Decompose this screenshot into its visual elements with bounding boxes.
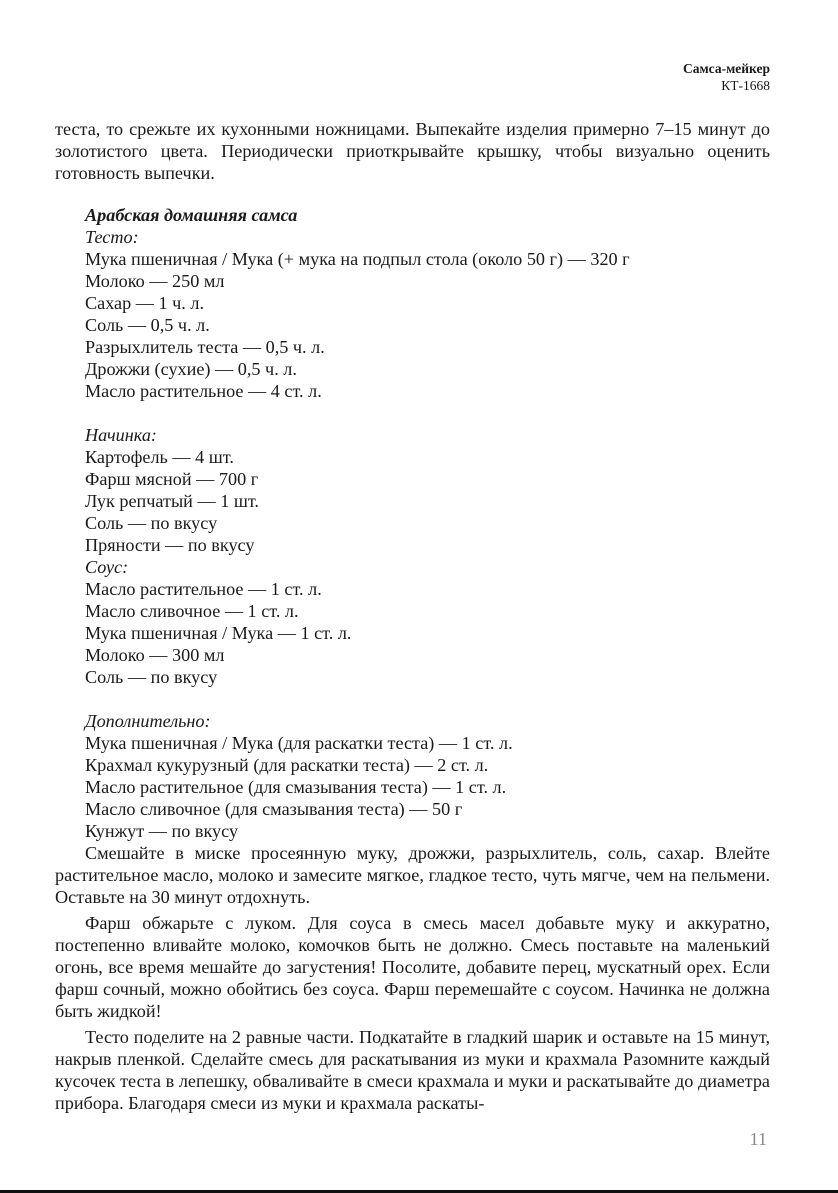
- page-header: [683, 60, 770, 94]
- section-label: Начинка:: [85, 425, 157, 445]
- page-number: 11: [749, 1129, 767, 1149]
- ingredient-item: Дрожжи (сухие) — 0,5 ч. л.: [85, 359, 297, 379]
- section-label: Дополнительно:: [85, 711, 211, 731]
- ingredient-list: [85, 446, 770, 556]
- recipe: [85, 204, 770, 842]
- ingredient-item: Мука пшеничная / Мука — 1 ст. л.: [85, 623, 352, 643]
- ingredient-item: Масло растительное (для смазывания теста) — 1 ст. л.: [85, 777, 507, 797]
- ingredient-item: Пряности — по вкусу: [85, 535, 255, 555]
- ingredient-item: Соль — 0,5 ч. л.: [85, 315, 210, 335]
- instruction-paragraph: Смешайте в миске просеянную муку, дрожжи, разрыхлитель, соль, сахар. Влейте растительное масло, молоко и замесите мягкое, гладкое тесто, чуть мягче, чем на пельмени. Оставьте на 30 минут отдохнуть.: [55, 843, 770, 907]
- section-filling: [85, 424, 770, 556]
- page-content: [55, 118, 770, 1114]
- ingredient-item: Разрыхлитель теста — 0,5 ч. л.: [85, 337, 325, 357]
- instruction-paragraph: Фарш обжарьте с луком. Для соуса в смесь масел добавьте муку и аккуратно, постепенно вливайте молоко, комочков быть не должно. Смесь поставьте на маленький огонь, все время мешайте до загустения! Посолите, добавите перец, мускатный орех. Если фарш сочный, можно обойтись без соуса. Фарш перемешайте с соусом. Начинка не должна быть жидкой!: [55, 913, 770, 1021]
- instruction-paragraph: Тесто поделите на 2 равные части. Подкатайте в гладкий шарик и оставьте на 15 минут, накрыв пленкой. Сделайте смесь для раскатывания из муки и крахмала Разомните каждый кусочек теста в лепешку, обваливайте в смеси крахмала и муки и раскатывайте до диаметра прибора. Благодаря смеси из муки и крахмала раскаты-: [55, 1027, 770, 1113]
- ingredient-item: Мука пшеничная / Мука (для раскатки теста) — 1 ст. л.: [85, 733, 513, 753]
- ingredient-list: [85, 248, 770, 402]
- ingredient-item: Крахмал кукурузный (для раскатки теста) — 2 ст. л.: [85, 755, 489, 775]
- ingredient-item: Соль — по вкусу: [85, 667, 218, 687]
- section-sauce: [85, 556, 770, 688]
- ingredient-list: [85, 578, 770, 688]
- ingredient-item: Фарш мясной — 700 г: [85, 469, 259, 489]
- ingredient-item: Кунжут — по вкусу: [85, 821, 239, 841]
- ingredient-item: Масло сливочное (для смазывания теста) — 50 г: [85, 799, 463, 819]
- product-title: Самса-мейкер: [682, 61, 770, 76]
- intro-paragraph: теста, то срежьте их кухонными ножницами. Выпекайте изделия примерно 7–15 минут до золотистого цвета. Периодически приоткрывайте крышку, чтобы визуально оценить готовность выпечки.: [55, 119, 770, 183]
- ingredient-item: Лук репчатый — 1 шт.: [85, 491, 259, 511]
- section-label: Соус:: [85, 557, 129, 577]
- ingredient-item: Сахар — 1 ч. л.: [85, 293, 205, 313]
- ingredient-item: Соль — по вкусу: [85, 513, 218, 533]
- ingredient-item: Масло растительное — 1 ст. л.: [85, 579, 322, 599]
- ingredient-item: Масло растительное — 4 ст. л.: [85, 381, 322, 401]
- section-label: Тесто:: [85, 227, 139, 247]
- ingredient-item: Мука пшеничная / Мука (+ мука на подпыл стола (около 50 г) — 320 г: [85, 249, 630, 269]
- ingredient-item: Масло сливочное — 1 ст. л.: [85, 601, 299, 621]
- ingredient-list: [85, 732, 770, 842]
- recipe-title: Арабская домашняя самса: [85, 205, 298, 225]
- ingredient-item: Картофель — 4 шт.: [85, 447, 234, 467]
- ingredient-item: Молоко — 250 мл: [85, 271, 225, 291]
- product-model: КТ-1668: [721, 78, 770, 93]
- section-dough: [85, 226, 770, 402]
- section-additional: [85, 710, 770, 842]
- ingredient-item: Молоко — 300 мл: [85, 645, 225, 665]
